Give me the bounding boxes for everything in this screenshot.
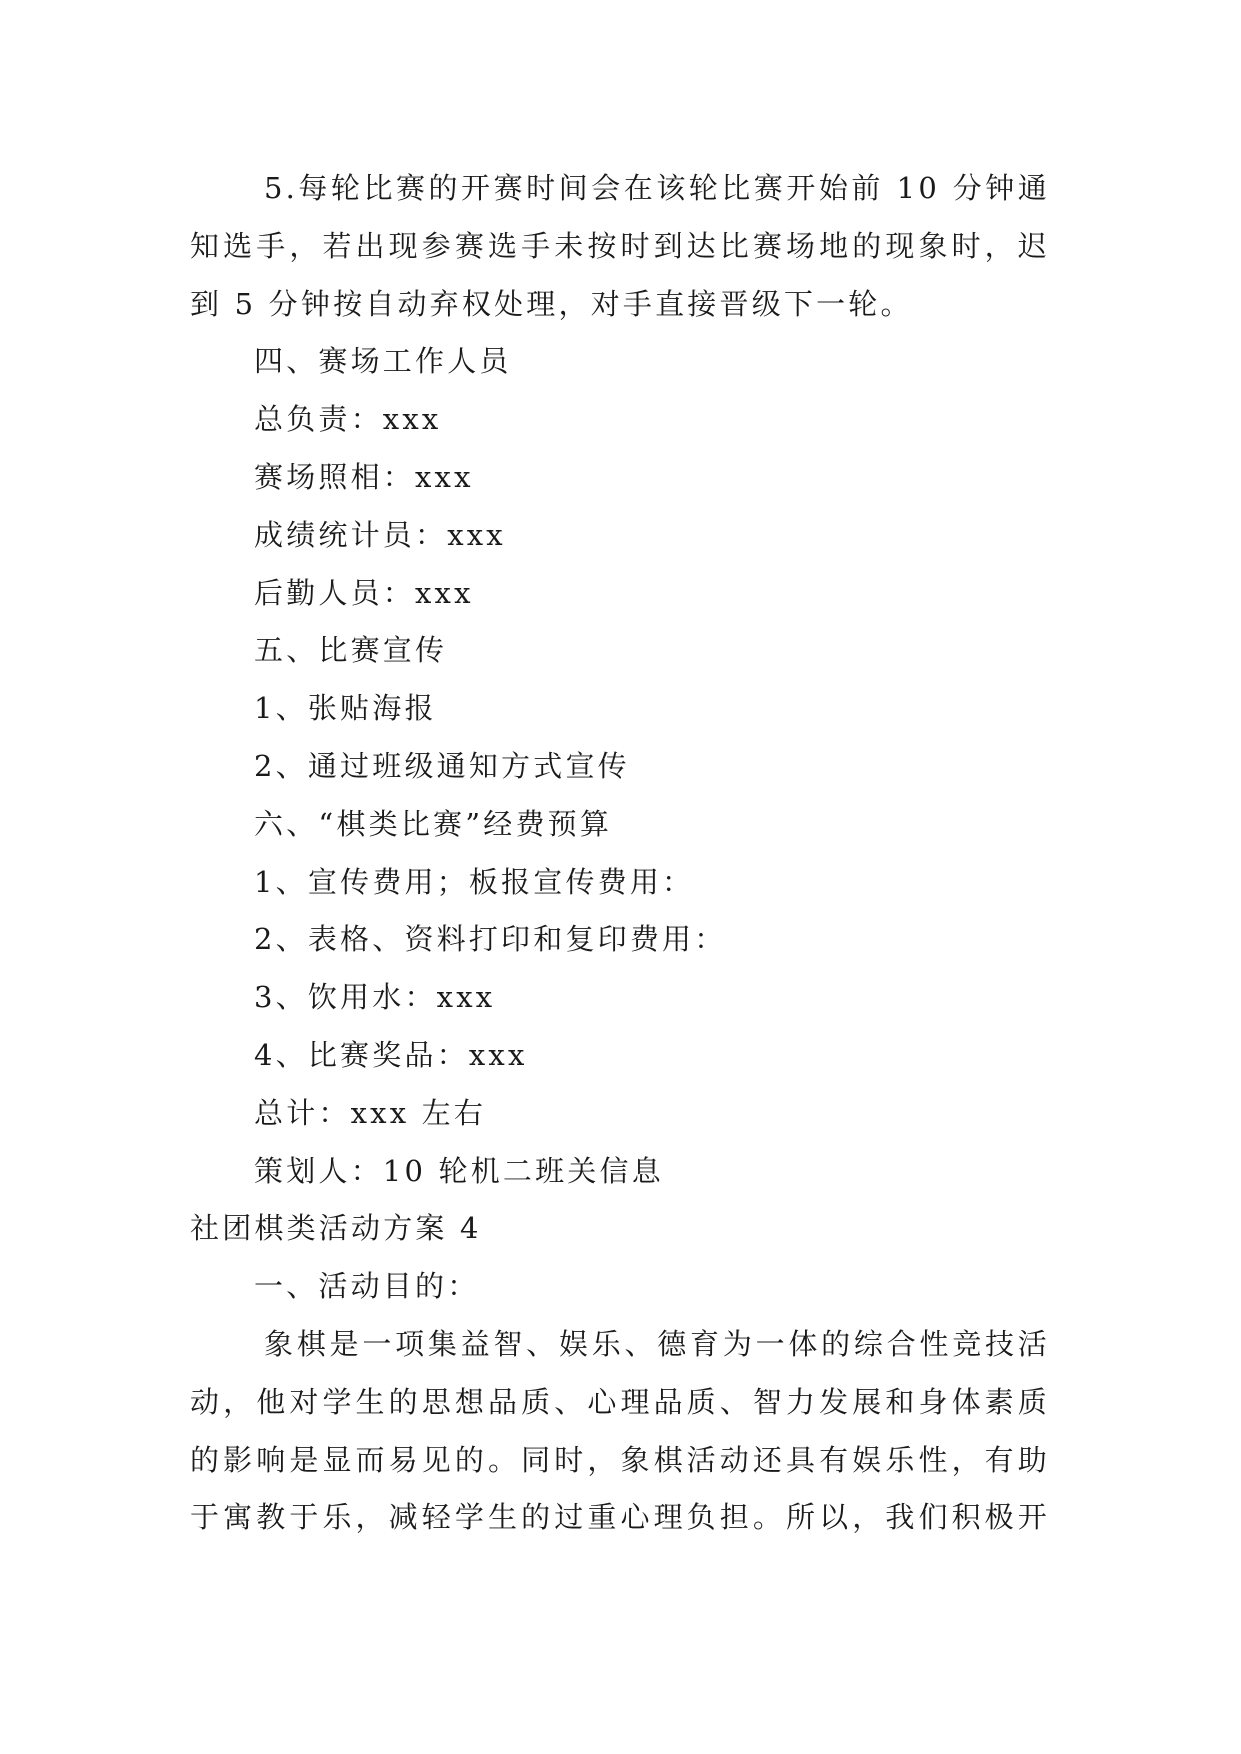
text-line: 象棋是一项集益智、娱乐、德育为一体的综合性竞技活: [264, 1326, 1050, 1361]
text-line: 四、赛场工作人员: [254, 344, 512, 379]
text-line: 4、比赛奖品：xxx: [254, 1037, 528, 1072]
text-line: 2、表格、资料打印和复印费用：: [254, 922, 727, 957]
text-line: 知选手，若出现参赛选手未按时到达比赛场地的现象时，迟: [190, 228, 1050, 263]
text-line: 赛场照相：xxx: [254, 459, 474, 494]
text-line: 总计：xxx 左右: [254, 1095, 487, 1130]
text-line: 到 5 分钟按自动弃权处理，对手直接晋级下一轮。: [190, 286, 913, 321]
text-line: 2、通过班级通知方式宣传: [254, 748, 630, 783]
text-line: 3、饮用水：xxx: [254, 980, 496, 1015]
text-line: 策划人：10 轮机二班关信息: [254, 1153, 664, 1188]
text-line: 5.每轮比赛的开赛时间会在该轮比赛开始前 10 分钟通: [264, 171, 1050, 205]
text-line: 1、宣传费用；板报宣传费用：: [254, 864, 695, 899]
text-line: 成绩统计员：xxx: [254, 517, 506, 552]
text-line: 后勤人员：xxx: [254, 575, 474, 610]
text-line: 总负责：xxx: [254, 402, 442, 437]
text-line: 五、比赛宣传: [254, 633, 448, 668]
text-line: 于寓教于乐，减轻学生的过重心理负担。所以，我们积极开: [190, 1500, 1050, 1535]
text-line: 动，他对学生的思想品质、心理品质、智力发展和身体素质: [190, 1384, 1050, 1419]
document-body: [190, 160, 1050, 1547]
text-line: 1、张贴海报: [254, 691, 437, 726]
text-line: 的影响是显而易见的。同时，象棋活动还具有娱乐性，有助: [190, 1442, 1050, 1477]
text-line: 社团棋类活动方案 4: [190, 1211, 482, 1246]
text-line: 一、活动目的：: [254, 1269, 480, 1304]
text-line: 六、“棋类比赛”经费预算: [254, 806, 613, 841]
